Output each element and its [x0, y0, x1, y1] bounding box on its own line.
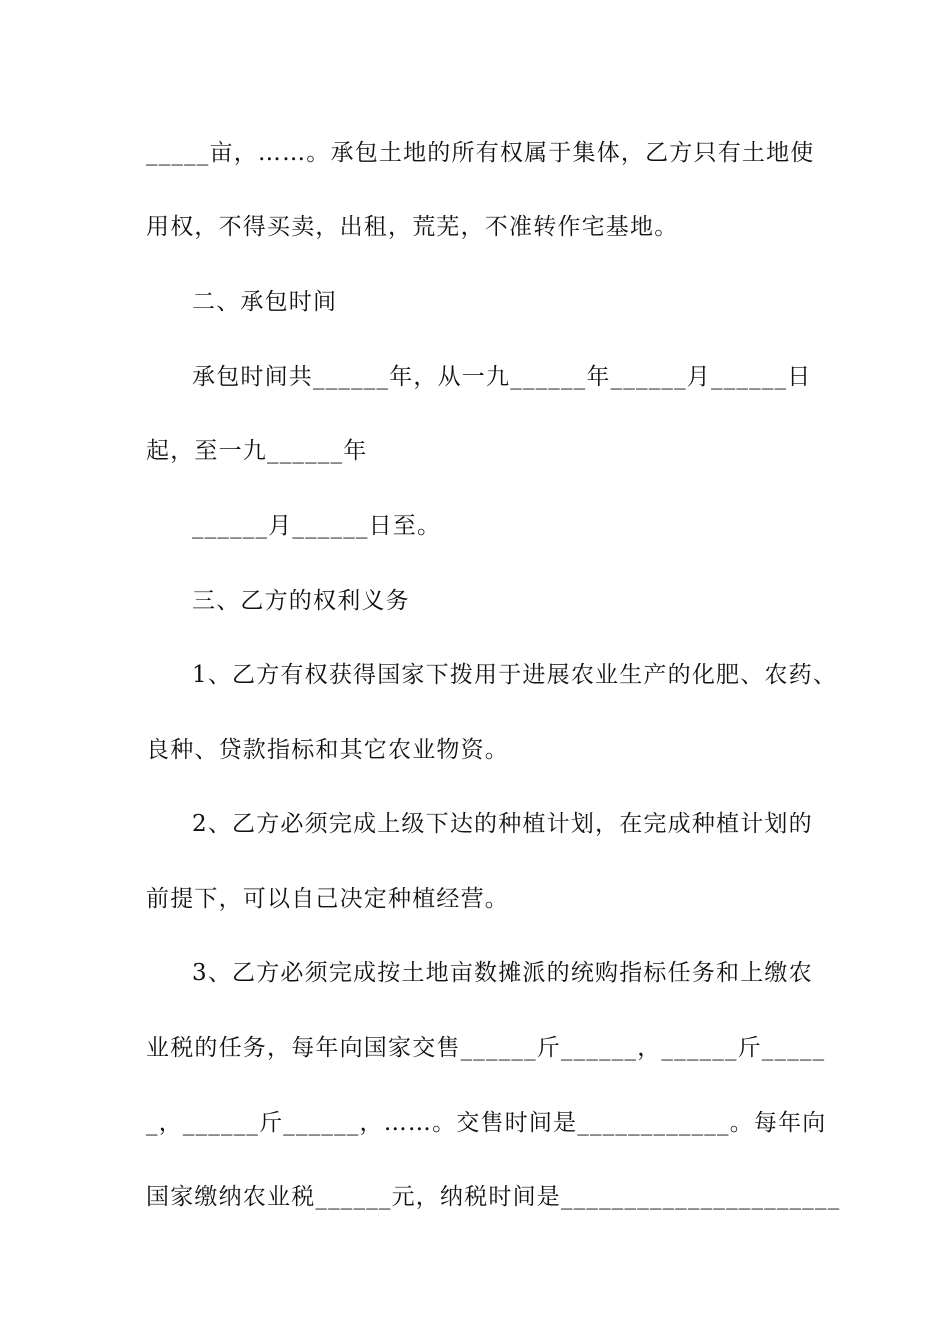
text-line: 1、乙方有权获得国家下拨用于进展农业生产的化肥、农药、: [192, 662, 838, 688]
text-line: 业税的任务，每年向国家交售______斤______，______斤_____: [146, 1035, 826, 1061]
section-heading: 三、乙方的权利义务: [192, 588, 410, 614]
text-line: 国家缴纳农业税______元，纳税时间是______________________: [146, 1184, 841, 1210]
text-line: 良种、贷款指标和其它农业物资。: [146, 737, 509, 763]
section-heading: 二、承包时间: [192, 289, 338, 315]
text-line: 用权，不得买卖，出租，荒芜，不准转作宅基地。: [146, 214, 679, 240]
text-line: _____亩，……。承包土地的所有权属于集体，乙方只有土地使: [146, 140, 815, 166]
text-line: 2、乙方必须完成上级下达的种植计划，在完成种植计划的: [192, 811, 813, 837]
text-line: 承包时间共______年，从一九______年______月______日: [192, 364, 812, 390]
text-line: 3、乙方必须完成按土地亩数摊派的统购指标任务和上缴农: [192, 960, 813, 986]
text-line: 起，至一九______年: [146, 438, 368, 464]
text-line: 前提下，可以自己决定种植经营。: [146, 886, 509, 912]
text-line: _，______斤______，……。交售时间是____________。每年向: [146, 1110, 827, 1136]
text-line: ______月______日至。: [192, 513, 442, 539]
